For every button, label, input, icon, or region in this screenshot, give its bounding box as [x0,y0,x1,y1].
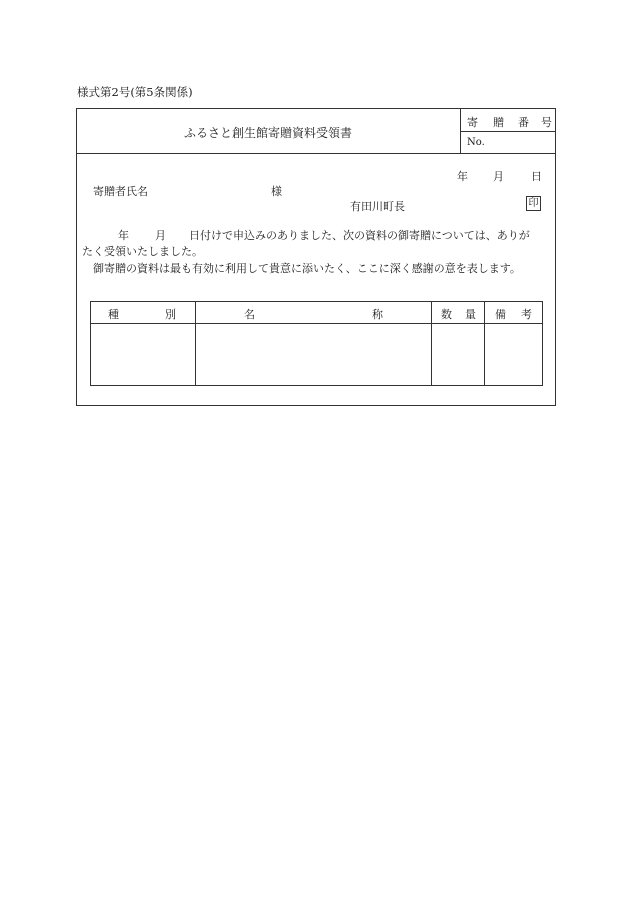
form-title: ふるさと創生館寄贈資料受領書 [183,126,352,140]
donation-number-char: 号 [541,116,552,129]
donation-number-char: 寄 [467,116,478,129]
table-col-divider [484,301,485,386]
honorific: 様 [271,185,282,198]
issuer-name: 有田川町長 [350,200,405,213]
header-name-char: 称 [372,308,383,321]
number-row-divider [460,131,556,132]
header-remarks-char: 備 [495,308,506,321]
body-year: 年 [118,229,129,242]
header-type-char: 別 [165,308,176,321]
donation-number-char: 贈 [493,116,504,129]
date-year-label: 年 [457,170,468,183]
table-col-divider [195,301,196,386]
header-quantity-char: 量 [465,308,476,321]
body-month: 月 [155,229,166,242]
donation-number-char: 番 [518,116,529,129]
date-month-label: 月 [493,170,504,183]
header-quantity-char: 数 [441,308,452,321]
header-divider [76,153,556,154]
table-header-divider [90,323,543,324]
seal-mark: 印 [526,196,541,211]
number-no-label: No. [467,137,485,148]
body-line-1: 日付けで申込みのありました、次の資料の御寄贈については、ありが [189,229,530,242]
table-col-divider [431,301,432,386]
body-line-2: たく受領いたしました。 [82,245,203,258]
date-day-label: 日 [531,170,542,183]
donor-name-label: 寄贈者氏名 [93,185,148,198]
header-name-char: 名 [244,308,255,321]
header-type-char: 種 [108,308,119,321]
body-line-3: 御寄贈の資料は最も有効に利用して貴意に添いたく、ここに深く感謝の意を表します。 [93,262,521,275]
form-label: 様式第2号(第5条関係) [77,85,193,99]
header-remarks-char: 考 [521,308,532,321]
